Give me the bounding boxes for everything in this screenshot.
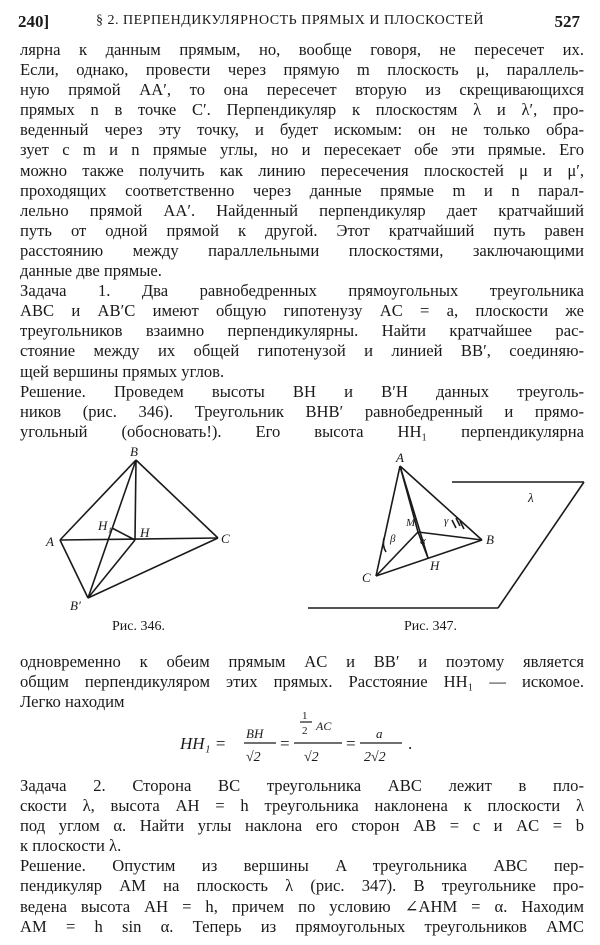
text-line: лярна к данным прямым, но, вообще говоря, не пересечет их. bbox=[20, 40, 584, 59]
text-block-2 bbox=[20, 652, 584, 712]
page-header bbox=[18, 12, 580, 38]
fig347-label-a: A bbox=[396, 450, 404, 465]
solution-heading-line: Решение. Опустим из вершины A треугольника ABC пер- bbox=[20, 856, 584, 876]
text-line: AM = h sin α. Теперь из прямоугольных треугольников AMC bbox=[20, 916, 584, 936]
formula-lhs: HH₁ = bbox=[180, 734, 227, 753]
running-head: § 2. ПЕРПЕНДИКУЛЯРНОСТЬ ПРЯМЫХ И ПЛОСКОСТЕЙ bbox=[96, 13, 484, 28]
fig346-label-b-prime: B′ bbox=[70, 598, 81, 613]
text-line: лельно прямой AA′. Найденный перпендикуляр дает кратчайший bbox=[20, 200, 584, 220]
figure-347 bbox=[302, 448, 594, 632]
text-line: проходящих соответственно через данные прямые m и n парал- bbox=[20, 180, 584, 200]
fig347-label-alpha: α bbox=[420, 535, 426, 547]
formula-frac1-num: BH bbox=[246, 726, 264, 741]
formula-eq1: = bbox=[280, 734, 290, 753]
text-line: путь от одной прямой к другой. Этот кратчайший путь равен bbox=[20, 220, 584, 240]
text-line: одновременно к обеим прямым AC и BB′ и поэтому является bbox=[20, 652, 584, 671]
text-line: ABC и AB′C имеют общую гипотенузу AC = a, плоскости же bbox=[20, 301, 584, 321]
text-line: ведена высота AH = h, причем по условию ∠AHM = α. Находим bbox=[20, 896, 584, 916]
figure-346-caption: Рис. 346. bbox=[112, 619, 165, 630]
formula-half-num: 1 bbox=[302, 710, 308, 722]
formula-hh1 bbox=[180, 708, 440, 768]
formula-ac: AC bbox=[316, 719, 332, 733]
fig347-label-m: M bbox=[406, 517, 416, 529]
text-block-1 bbox=[20, 40, 584, 442]
formula-frac2-den: √2 bbox=[304, 750, 319, 765]
formula-frac3-den: 2√2 bbox=[364, 750, 386, 765]
page-number-right: 527 bbox=[554, 12, 580, 31]
text-line: ников (рис. 346). Треугольник BHB′ равнобедренный и прямо- bbox=[20, 401, 584, 421]
fig347-label-c: C bbox=[362, 570, 371, 585]
problem-1-heading-line: Задача 1. Два равнобедренных прямоугольных треугольника bbox=[20, 281, 584, 301]
page-number-left: 240] bbox=[18, 12, 50, 31]
fig347-label-b: B bbox=[486, 532, 494, 547]
solution-heading-line: Решение. Проведем высоты BH и B′H данных треуголь- bbox=[20, 381, 584, 401]
fig347-label-lambda: λ bbox=[528, 490, 534, 505]
text-line: щей вершины прямых углов. bbox=[20, 361, 225, 381]
text-line: ную прямой AA′, то она пересечет вторую из скрещивающихся bbox=[20, 80, 584, 100]
fig346-label-a: A bbox=[46, 534, 54, 549]
text-line: прямых n в точке C′. Перпендикуляр к плоскостям λ и λ′, про- bbox=[20, 100, 584, 120]
text-line: пендикуляр AM на плоскость λ (рис. 347). В треугольнике про- bbox=[20, 876, 584, 896]
fig347-label-beta: β bbox=[390, 533, 396, 545]
fig346-label-c: C bbox=[221, 531, 230, 546]
problem-2-heading-line: Задача 2. Сторона BC треугольника ABC лежит в пло- bbox=[20, 776, 584, 795]
text-block-3 bbox=[20, 776, 584, 937]
formula-period: . bbox=[408, 734, 413, 753]
fig346-label-h1: H₁ bbox=[98, 518, 112, 533]
fig346-label-h: H bbox=[140, 525, 150, 540]
formula-frac1-den: √2 bbox=[246, 750, 261, 765]
text-line: скости λ, высота AH = h треугольника наклонена к плоскости λ bbox=[20, 796, 584, 816]
text-line: расстоянию между параллельными плоскостями, заключающими bbox=[20, 240, 584, 260]
text-line: под углом α. Найти углы наклона его сторон AB = c и AC = b bbox=[20, 816, 584, 836]
text-line: стояние между их общей гипотенузой и линией BB′, соединяю- bbox=[20, 341, 584, 361]
fig346-label-b: B bbox=[130, 444, 138, 459]
text-line: данные две прямые. bbox=[20, 261, 162, 281]
text-line: веденный через эту точку, и будет искомым: он не только обра- bbox=[20, 120, 584, 140]
formula-eq2: = bbox=[346, 734, 356, 753]
formula-half-den: 2 bbox=[302, 725, 308, 737]
text-line: общим перпендикуляром этих прямых. Расстояние HH₁ — искомое. bbox=[20, 672, 584, 692]
fig347-label-gamma: γ bbox=[444, 515, 449, 527]
text-line: к плоскости λ. bbox=[20, 836, 122, 856]
text-line: Если, однако, провести через прямую m плоскость μ, параллель- bbox=[20, 60, 584, 80]
text-line: можно также получить как линию пересечения плоскостей μ и μ′, bbox=[20, 160, 584, 180]
text-line: Легко находим bbox=[20, 692, 125, 712]
text-line: зует с m и n прямые углы, но и пересекает обе эти прямые. Его bbox=[20, 140, 584, 160]
text-line: треугольников взаимно перпендикулярны. Найти кратчайшее рас- bbox=[20, 321, 584, 341]
fig347-label-h: H bbox=[430, 558, 440, 573]
figure-347-caption: Рис. 347. bbox=[404, 619, 457, 632]
figure-346 bbox=[40, 440, 250, 630]
formula-frac3-num: a bbox=[376, 726, 383, 741]
text-line: угольный (обосновать!). Его высота HH₁ перпендикулярна bbox=[20, 421, 584, 441]
